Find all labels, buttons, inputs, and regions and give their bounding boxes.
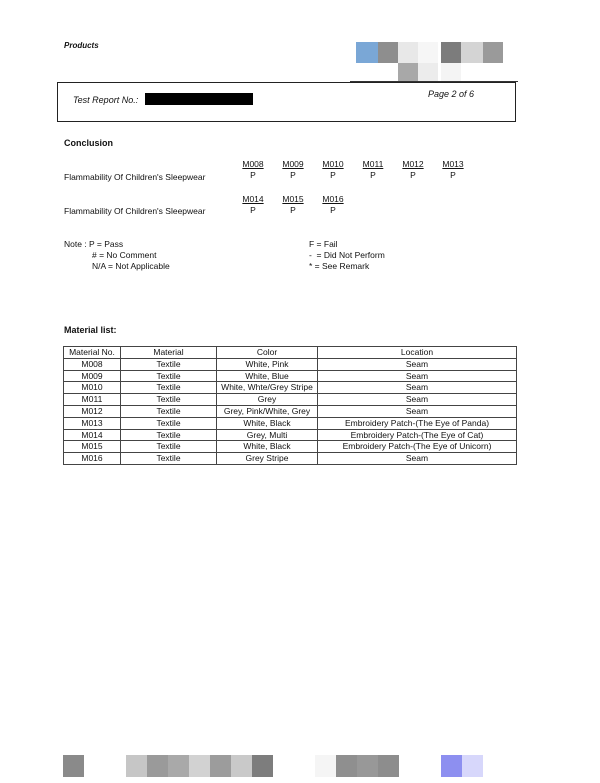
note-see-remark: * = See Remark [309,261,370,271]
test-result: P [250,205,256,215]
material-code: M013 [442,159,464,169]
table-row [64,441,517,453]
material-code: M015 [282,194,304,204]
table-row [64,370,517,382]
material-list-title: Material list: [64,325,117,335]
test-result: P [330,205,336,215]
test-result: P [330,170,336,180]
material-location: Seam [318,394,517,406]
table-row [64,453,517,465]
report-number-label: Test Report No.: [73,95,139,105]
page-number: Page 2 of 6 [428,89,475,99]
material-code: M014 [242,194,264,204]
material-type: Textile [121,358,217,370]
material-location: Seam [318,405,517,417]
material-location: Seam [318,382,517,394]
pixelated-footer [63,755,483,777]
material-color: White, Black [217,417,318,429]
material-color: White, Blue [217,370,318,382]
note-did-not-perform: - = Did Not Perform [309,250,385,260]
material-no: M012 [64,405,121,417]
material-color: Grey Stripe [217,453,318,465]
material-type: Textile [121,417,217,429]
note-fail: F = Fail [309,239,338,249]
products-label: Products [64,41,99,50]
material-no: M015 [64,441,121,453]
material-location: Embroidery Patch-(The Eye of Panda) [318,417,517,429]
material-no: M010 [64,382,121,394]
test-result: P [410,170,416,180]
note-not-applicable: N/A = Not Applicable [92,261,170,271]
material-code: M011 [362,159,384,169]
material-color: Grey [217,394,318,406]
column-header: Color [217,347,318,359]
material-type: Textile [121,453,217,465]
material-no: M008 [64,358,121,370]
material-type: Textile [121,370,217,382]
material-type: Textile [121,429,217,441]
material-no: M011 [64,394,121,406]
material-location: Seam [318,370,517,382]
material-location: Seam [318,358,517,370]
conclusion-row-label: Flammability Of Children's Sleepwear [64,172,206,182]
column-header: Material No. [64,347,121,359]
material-table [63,346,517,465]
test-result: P [370,170,376,180]
table-row [64,358,517,370]
material-color: White, Pink [217,358,318,370]
redacted-report-number [145,93,253,105]
material-type: Textile [121,382,217,394]
material-type: Textile [121,441,217,453]
material-no: M014 [64,429,121,441]
material-code: M012 [402,159,424,169]
column-header: Material [121,347,217,359]
test-result: P [290,170,296,180]
table-row [64,382,517,394]
material-code: M016 [322,194,344,204]
conclusion-row-label: Flammability Of Children's Sleepwear [64,206,206,216]
note-no-comment: # = No Comment [92,250,157,260]
material-type: Textile [121,405,217,417]
table-row [64,417,517,429]
table-header-row [64,347,517,359]
material-no: M013 [64,417,121,429]
material-code: M008 [242,159,264,169]
material-code: M010 [322,159,344,169]
material-location: Embroidery Patch-(The Eye of Unicorn) [318,441,517,453]
material-color: Grey, Pink/White, Grey [217,405,318,417]
material-color: Grey, Multi [217,429,318,441]
material-type: Textile [121,394,217,406]
material-color: White, Whte/Grey Stripe [217,382,318,394]
pixelated-logo [356,42,506,84]
material-location: Seam [318,453,517,465]
table-row [64,429,517,441]
material-color: White, Black [217,441,318,453]
material-code: M009 [282,159,304,169]
test-result: P [450,170,456,180]
conclusion-title: Conclusion [64,138,113,148]
column-header: Location [318,347,517,359]
material-location: Embroidery Patch-(The Eye of Cat) [318,429,517,441]
material-no: M016 [64,453,121,465]
table-row [64,394,517,406]
note-pass: Note : P = Pass [64,239,124,249]
material-no: M009 [64,370,121,382]
table-row [64,405,517,417]
test-result: P [250,170,256,180]
test-result: P [290,205,296,215]
